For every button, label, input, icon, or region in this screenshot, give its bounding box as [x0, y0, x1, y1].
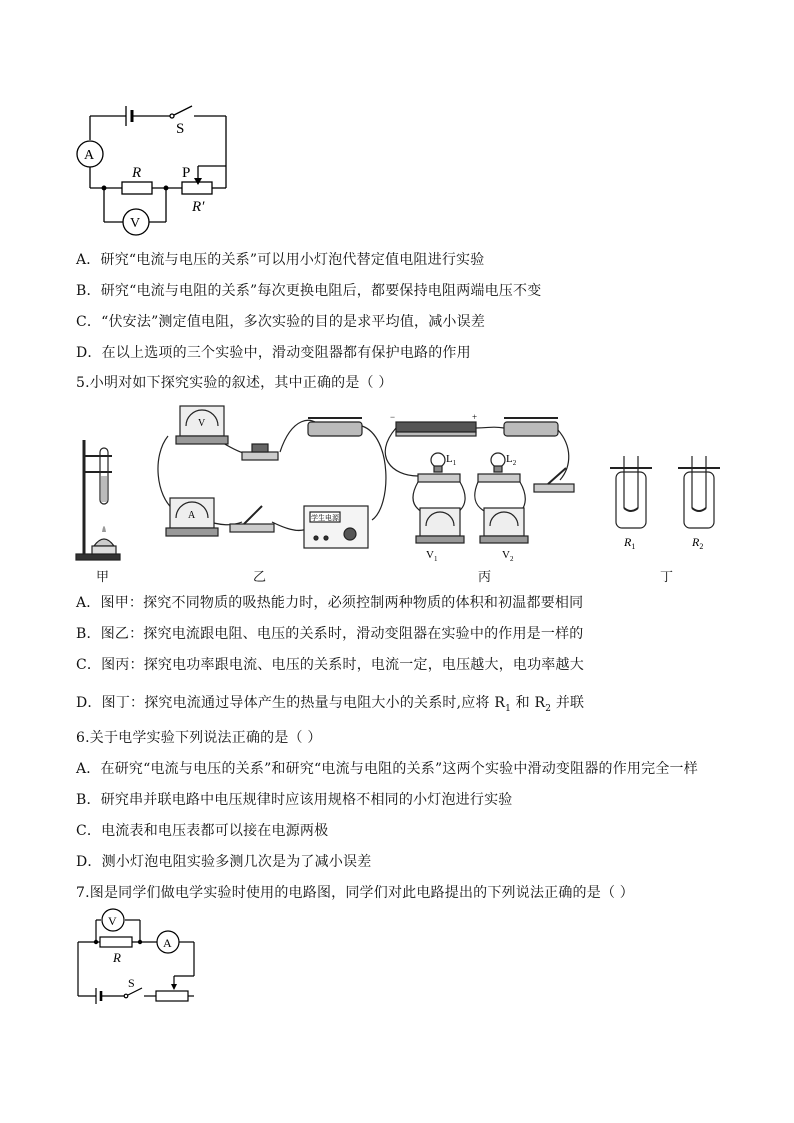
q4-option-c: C．“伏安法”测定值电阻，多次实验的目的是求平均值，减小误差	[76, 314, 486, 330]
caption-ding: 丁	[660, 570, 674, 585]
battery-minus-sign: −	[390, 412, 396, 422]
ammeter-label: A	[84, 148, 95, 163]
switch-label: S	[176, 121, 185, 137]
fig-voltmeter-label: V	[198, 418, 206, 429]
q6-option-d: D．测小灯泡电阻实验多测几次是为了减小误差	[76, 854, 372, 870]
voltmeter-v2-label: $V_2$	[502, 549, 514, 563]
q5-option-c: C．图丙：探究电功率跟电流、电压的关系时，电流一定，电压越大，电功率越大	[76, 657, 584, 673]
q7-switch-label: S	[128, 976, 135, 990]
q5-option-a: A．图甲：探究不同物质的吸热能力时，必须控制两种物质的体积和初温都要相同	[76, 595, 584, 611]
q4-option-d: D．在以上选项的三个实验中，滑动变阻器都有保护电路的作用	[76, 345, 471, 361]
experiment-figures	[72, 396, 732, 564]
fig-ammeter-label: A	[188, 510, 196, 521]
battery-plus-sign: +	[472, 412, 478, 422]
caption-yi: 乙	[253, 570, 267, 585]
circuit-diagram-1	[70, 92, 240, 240]
q7-ammeter-label: A	[163, 936, 172, 950]
caption-jia: 甲	[96, 570, 110, 585]
q5-option-d: D．图丁：探究电流通过导体产生的热量与电阻大小的关系时,应将 $R_1$ 和 $R_2$ 并联	[76, 695, 585, 714]
jar-r1-label: $R_1$	[624, 535, 636, 551]
fig-power-supply-label: 学生电源	[311, 514, 339, 522]
caption-bing: 丙	[478, 570, 492, 585]
q6-option-a: A．在研究“电流与电压的关系”和研究“电流与电阻的关系”这两个实验中滑动变阻器的作用完全一样	[76, 761, 698, 777]
jar-r2-label: $R_2$	[692, 535, 704, 551]
figure-yi-apparatus	[158, 406, 386, 548]
voltmeter-v1-label: $V_1$	[426, 549, 438, 563]
q4-option-a: A．研究“电流与电压的关系”可以用小灯泡代替定值电阻进行实验	[76, 252, 485, 268]
q5-stem: 5.小明对如下探究实验的叙述，其中正确的是（ ）	[76, 375, 393, 391]
q6-stem: 6.关于电学实验下列说法正确的是（ ）	[76, 730, 322, 746]
q7-voltmeter-label: V	[108, 914, 117, 928]
bulb-l1-label: $L_1$	[446, 453, 457, 467]
q6-option-b: B．研究串并联电路中电压规律时应该用规格不相同的小灯泡进行实验	[76, 792, 513, 808]
figure-ding-apparatus	[610, 456, 720, 551]
bulb-l2-label: $L_2$	[506, 453, 517, 467]
q4-option-b: B．研究“电流与电阻的关系”每次更换电阻后，都要保持电阻两端电压不变	[76, 283, 542, 299]
rheostat-label: R′	[192, 199, 205, 215]
circuit-diagram-2	[70, 904, 210, 1004]
figure-bing-apparatus	[385, 412, 574, 563]
q7-stem: 7.图是同学们做电学实验时使用的电路图，同学们对此电路提出的下列说法正确的是（ ）	[76, 885, 635, 901]
voltmeter-label: V	[130, 216, 141, 231]
resistor-label: R	[132, 165, 142, 181]
q6-option-c: C．电流表和电压表都可以接在电源两极	[76, 823, 329, 839]
figure-jia-apparatus	[76, 440, 120, 560]
q5-option-b: B．图乙：探究电流跟电阻、电压的关系时，滑动变阻器在实验中的作用是一样的	[76, 626, 584, 642]
slider-label: P	[182, 165, 191, 181]
q7-resistor-label: R	[113, 950, 121, 965]
